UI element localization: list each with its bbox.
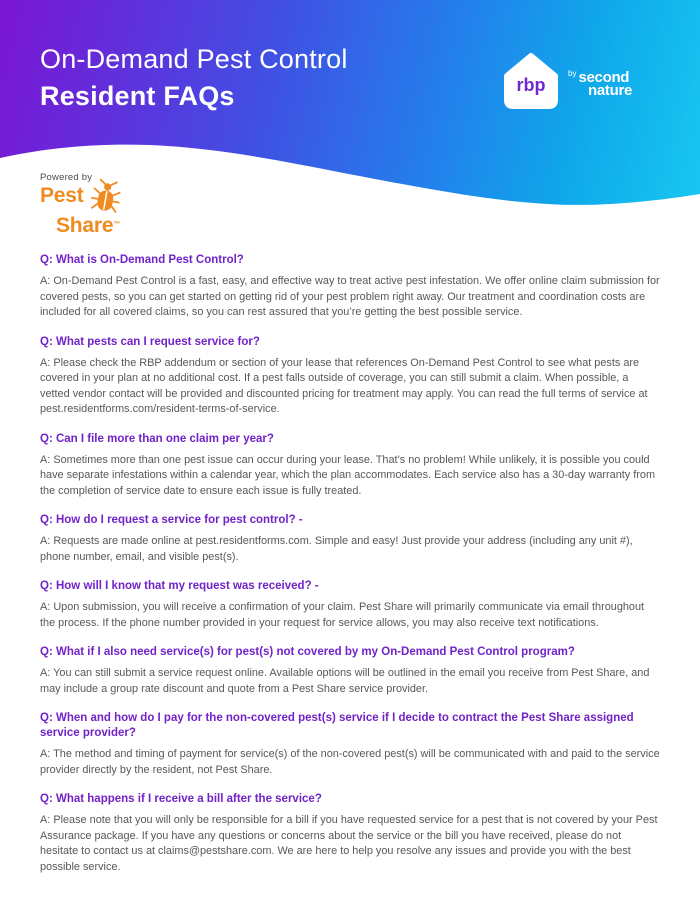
faq-question: Q: What if I also need service(s) for pest(s) not covered by my On-Demand Pest Control program? [40,646,575,658]
faq-item-5 [40,579,660,631]
faq-item-4 [40,513,660,565]
faq-answer: A: Please check the RBP addendum or section of your lease that references On-Demand Pest Control to see what pests are covered in your plan at no additional cost. If a pest falls outside of coverage, you can still submit a claim. When possible, a vetted vendor contact will be provided and discounted pricing for treatment may apply. You can read the full terms of service at pest.residentforms.com/resident-terms-of-service. [40,356,648,415]
pest-share-word2: Share [56,214,114,237]
faq-question: Q: What is On-Demand Pest Control? [40,254,244,266]
rbp-second-nature-logo [500,47,632,113]
faq-item-2 [40,335,660,418]
second-nature-word1: second [578,69,630,86]
page-title: On-Demand Pest Control [40,44,348,74]
faq-item-3 [40,432,660,500]
faq-answer: A: Sometimes more than one pest issue can occur during your lease. That’s no problem! While unlikely, it is possible you could have separate infestations within a calendar year, which the plan accommodates. Each service also has a 30-day warranty from the completion of service date to ensure each issue is fully treated. [40,453,656,497]
beetle-icon [88,176,124,218]
faq-question: Q: How will I know that my request was received? - [40,580,319,592]
by-label: by [568,69,577,78]
page-subtitle: Resident FAQs [40,81,235,111]
rbp-logo-text: rbp [516,75,546,95]
pest-share-word1: Pest [40,184,84,207]
trademark-symbol: ™ [113,221,121,228]
faq-answer: A: You can still submit a service request online. Available options will be outlined in the email you receive from Pest Share, and may include a group rate discount and quote from a Pest Share service provider. [40,667,650,695]
faq-item-6 [40,645,660,697]
pest-share-logo [40,172,121,236]
faq-answer: A: Requests are made online at pest.residentforms.com. Simple and easy! Just provide your address (including any unit #), phone number, email, and visible pest(s). [40,535,633,563]
faq-item-1 [40,253,660,321]
header-titles [40,42,348,113]
faq-list [0,240,700,875]
second-nature-wordmark [568,67,632,97]
powered-by-label: Powered by [40,172,93,183]
faq-item-8 [40,792,660,875]
second-nature-word2: nature [588,82,633,99]
faq-question: Q: How do I request a service for pest control? - [40,514,303,526]
faq-item-7 [40,711,660,778]
faq-answer: A: Upon submission, you will receive a confirmation of your claim. Pest Share will primarily communicate via email throughout the process. If the phone number provided in your request for service allows, you may also receive text notifications. [40,601,645,629]
header-banner [0,0,700,240]
faq-question: Q: When and how do I pay for the non-covered pest(s) service if I decide to contract the Pest Share assigned service provider? [40,712,634,739]
faq-question: Q: What happens if I receive a bill after the service? [40,793,322,805]
faq-answer: A: Please note that you will only be responsible for a bill if you have requested service for a pest that is not covered by your Pest Assurance package. If you have any questions or concerns about the service or the bill you have received, please do not hesitate to contact us at claims@pestshare.com. We are here to help you resolve any issues and provide you with the best possible service. [40,814,658,873]
faq-answer: A: On-Demand Pest Control is a fast, easy, and effective way to treat active pest infestation. We offer online claim submission for covered pests, so you can get started on getting rid of your pest problem right away. Our treatment and coordination costs are included for all covered claims, so you can rest assured that you’re getting the best possible service. [40,275,660,318]
rbp-house-icon [500,47,562,113]
faq-answer: A: The method and timing of payment for service(s) of the non-covered pest(s) will be communicated with and paid to the service provider directly by the resident, not Pest Share. [40,748,660,776]
faq-question: Q: Can I file more than one claim per year? [40,432,274,445]
faq-question: Q: What pests can I request service for? [40,335,260,348]
